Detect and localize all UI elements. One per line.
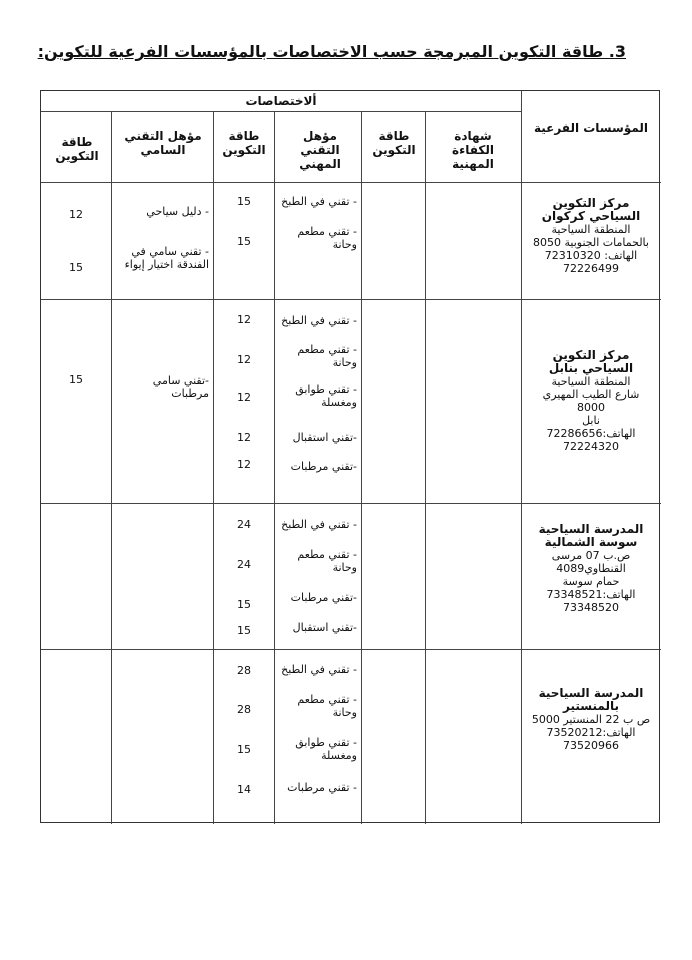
tp-specialty: -تقني مرطبات: [290, 460, 357, 473]
tp-specialty: - تقني مطعم وحانة: [297, 343, 357, 369]
tp-specialty: - تقني في الطبخ: [281, 663, 357, 676]
tp-specialty: - تقني طوابق ومغسلة: [295, 736, 357, 762]
tp-specialty: - تقني طوابق ومغسلة: [295, 383, 357, 409]
header-tp: مؤهل التقني المهني: [299, 129, 341, 171]
header-bts: مؤهل التقني السامي: [124, 129, 202, 157]
institution-line: الهاتف:73520212: [546, 726, 636, 739]
institution-line: 73520966: [563, 739, 619, 752]
header-institutions: المؤسسات الفرعية: [533, 121, 649, 135]
institution-line: شارع الطيب المهيري 8000: [542, 388, 640, 414]
page-title: 3. طاقة التكوين المبرمجة حسب الاختصاصات بالمؤسسات الفرعية للتكوين:: [37, 42, 626, 61]
tp-specialty: -تقني استقبال: [292, 621, 357, 634]
bts-capacity: 15: [69, 373, 83, 386]
institution-line: حمام سوسة: [562, 575, 620, 588]
institution-line: الهاتف: 72310320: [544, 249, 638, 262]
header-specialties: ألاختصاصات: [245, 94, 317, 108]
tp-capacity: 12: [237, 353, 251, 366]
tp-specialty: -تقني استقبال: [292, 431, 357, 444]
header-tp-capacity: طاقة التكوين: [222, 129, 266, 157]
tp-capacity: 28: [237, 664, 251, 677]
tp-specialty: - تقني مطعم وحانة: [297, 548, 357, 574]
institution-line: 72226499: [563, 262, 619, 275]
tp-capacity: 15: [237, 235, 251, 248]
tp-specialty: - تقني في الطبخ: [281, 195, 357, 208]
tp-capacity: 12: [237, 458, 251, 471]
institution-line: القنطاوي4089: [556, 562, 626, 575]
tp-capacity: 28: [237, 703, 251, 716]
bts-specialty: - دليل سياحي: [146, 205, 209, 218]
tp-capacity: 14: [237, 783, 251, 796]
bts-specialty: - تقني سامي في الفندقة اختيار إيواء: [124, 245, 209, 271]
institution-line: بالحمامات الجنوبية 8050: [533, 236, 649, 249]
tp-capacity: 12: [237, 391, 251, 404]
institution-info: [527, 523, 655, 614]
tp-specialty: -تقني مرطبات: [290, 591, 357, 604]
institution-name: المدرسة السياحية بالمنستير: [538, 686, 644, 713]
header-bts-capacity: طاقة التكوين: [55, 135, 99, 163]
institution-line: نابل: [582, 414, 600, 427]
institution-name: مركز التكوين السياحي كركوان: [541, 196, 641, 223]
bts-specialty: -تقني سامي مرطبات: [152, 374, 209, 400]
tp-specialty: - تقني في الطبخ: [281, 314, 357, 327]
institution-line: ص ب 22 المنستير 5000: [531, 713, 651, 726]
tp-capacity: 12: [237, 313, 251, 326]
tp-capacity: 15: [237, 624, 251, 637]
capacity-table: [40, 90, 660, 823]
bts-capacity: 15: [69, 261, 83, 274]
institution-line: المنطقة السياحية: [551, 375, 631, 388]
institution-name: المدرسة السياحية سوسة الشمالية: [538, 522, 644, 549]
institution-info: [527, 687, 655, 752]
tp-capacity: 12: [237, 431, 251, 444]
tp-specialty: - تقني مرطبات: [287, 781, 357, 794]
tp-specialty: - تقني في الطبخ: [281, 518, 357, 531]
tp-capacity: 24: [237, 558, 251, 571]
header-cap: شهادة الكفاءة المهنية: [452, 129, 494, 171]
tp-specialty: - تقني مطعم وحانة: [297, 693, 357, 719]
institution-line: الهاتف:72286656: [546, 427, 636, 440]
header-cap-capacity: طاقة التكوين: [372, 129, 416, 157]
institution-line: ص.ب 07 مرسى: [551, 549, 631, 562]
institution-info: [527, 349, 655, 453]
institution-line: 73348520: [563, 601, 619, 614]
institution-name: مركز التكوين السياحي بنابل: [548, 348, 634, 375]
institution-line: 72224320: [563, 440, 619, 453]
institution-info: [527, 197, 655, 275]
tp-capacity: 24: [237, 518, 251, 531]
tp-specialty: - تقني مطعم وحانة: [297, 225, 357, 251]
tp-capacity: 15: [237, 598, 251, 611]
institution-line: المنطقة السياحية: [551, 223, 631, 236]
bts-capacity: 12: [69, 208, 83, 221]
tp-capacity: 15: [237, 195, 251, 208]
tp-capacity: 15: [237, 743, 251, 756]
institution-line: الهاتف:73348521: [546, 588, 636, 601]
